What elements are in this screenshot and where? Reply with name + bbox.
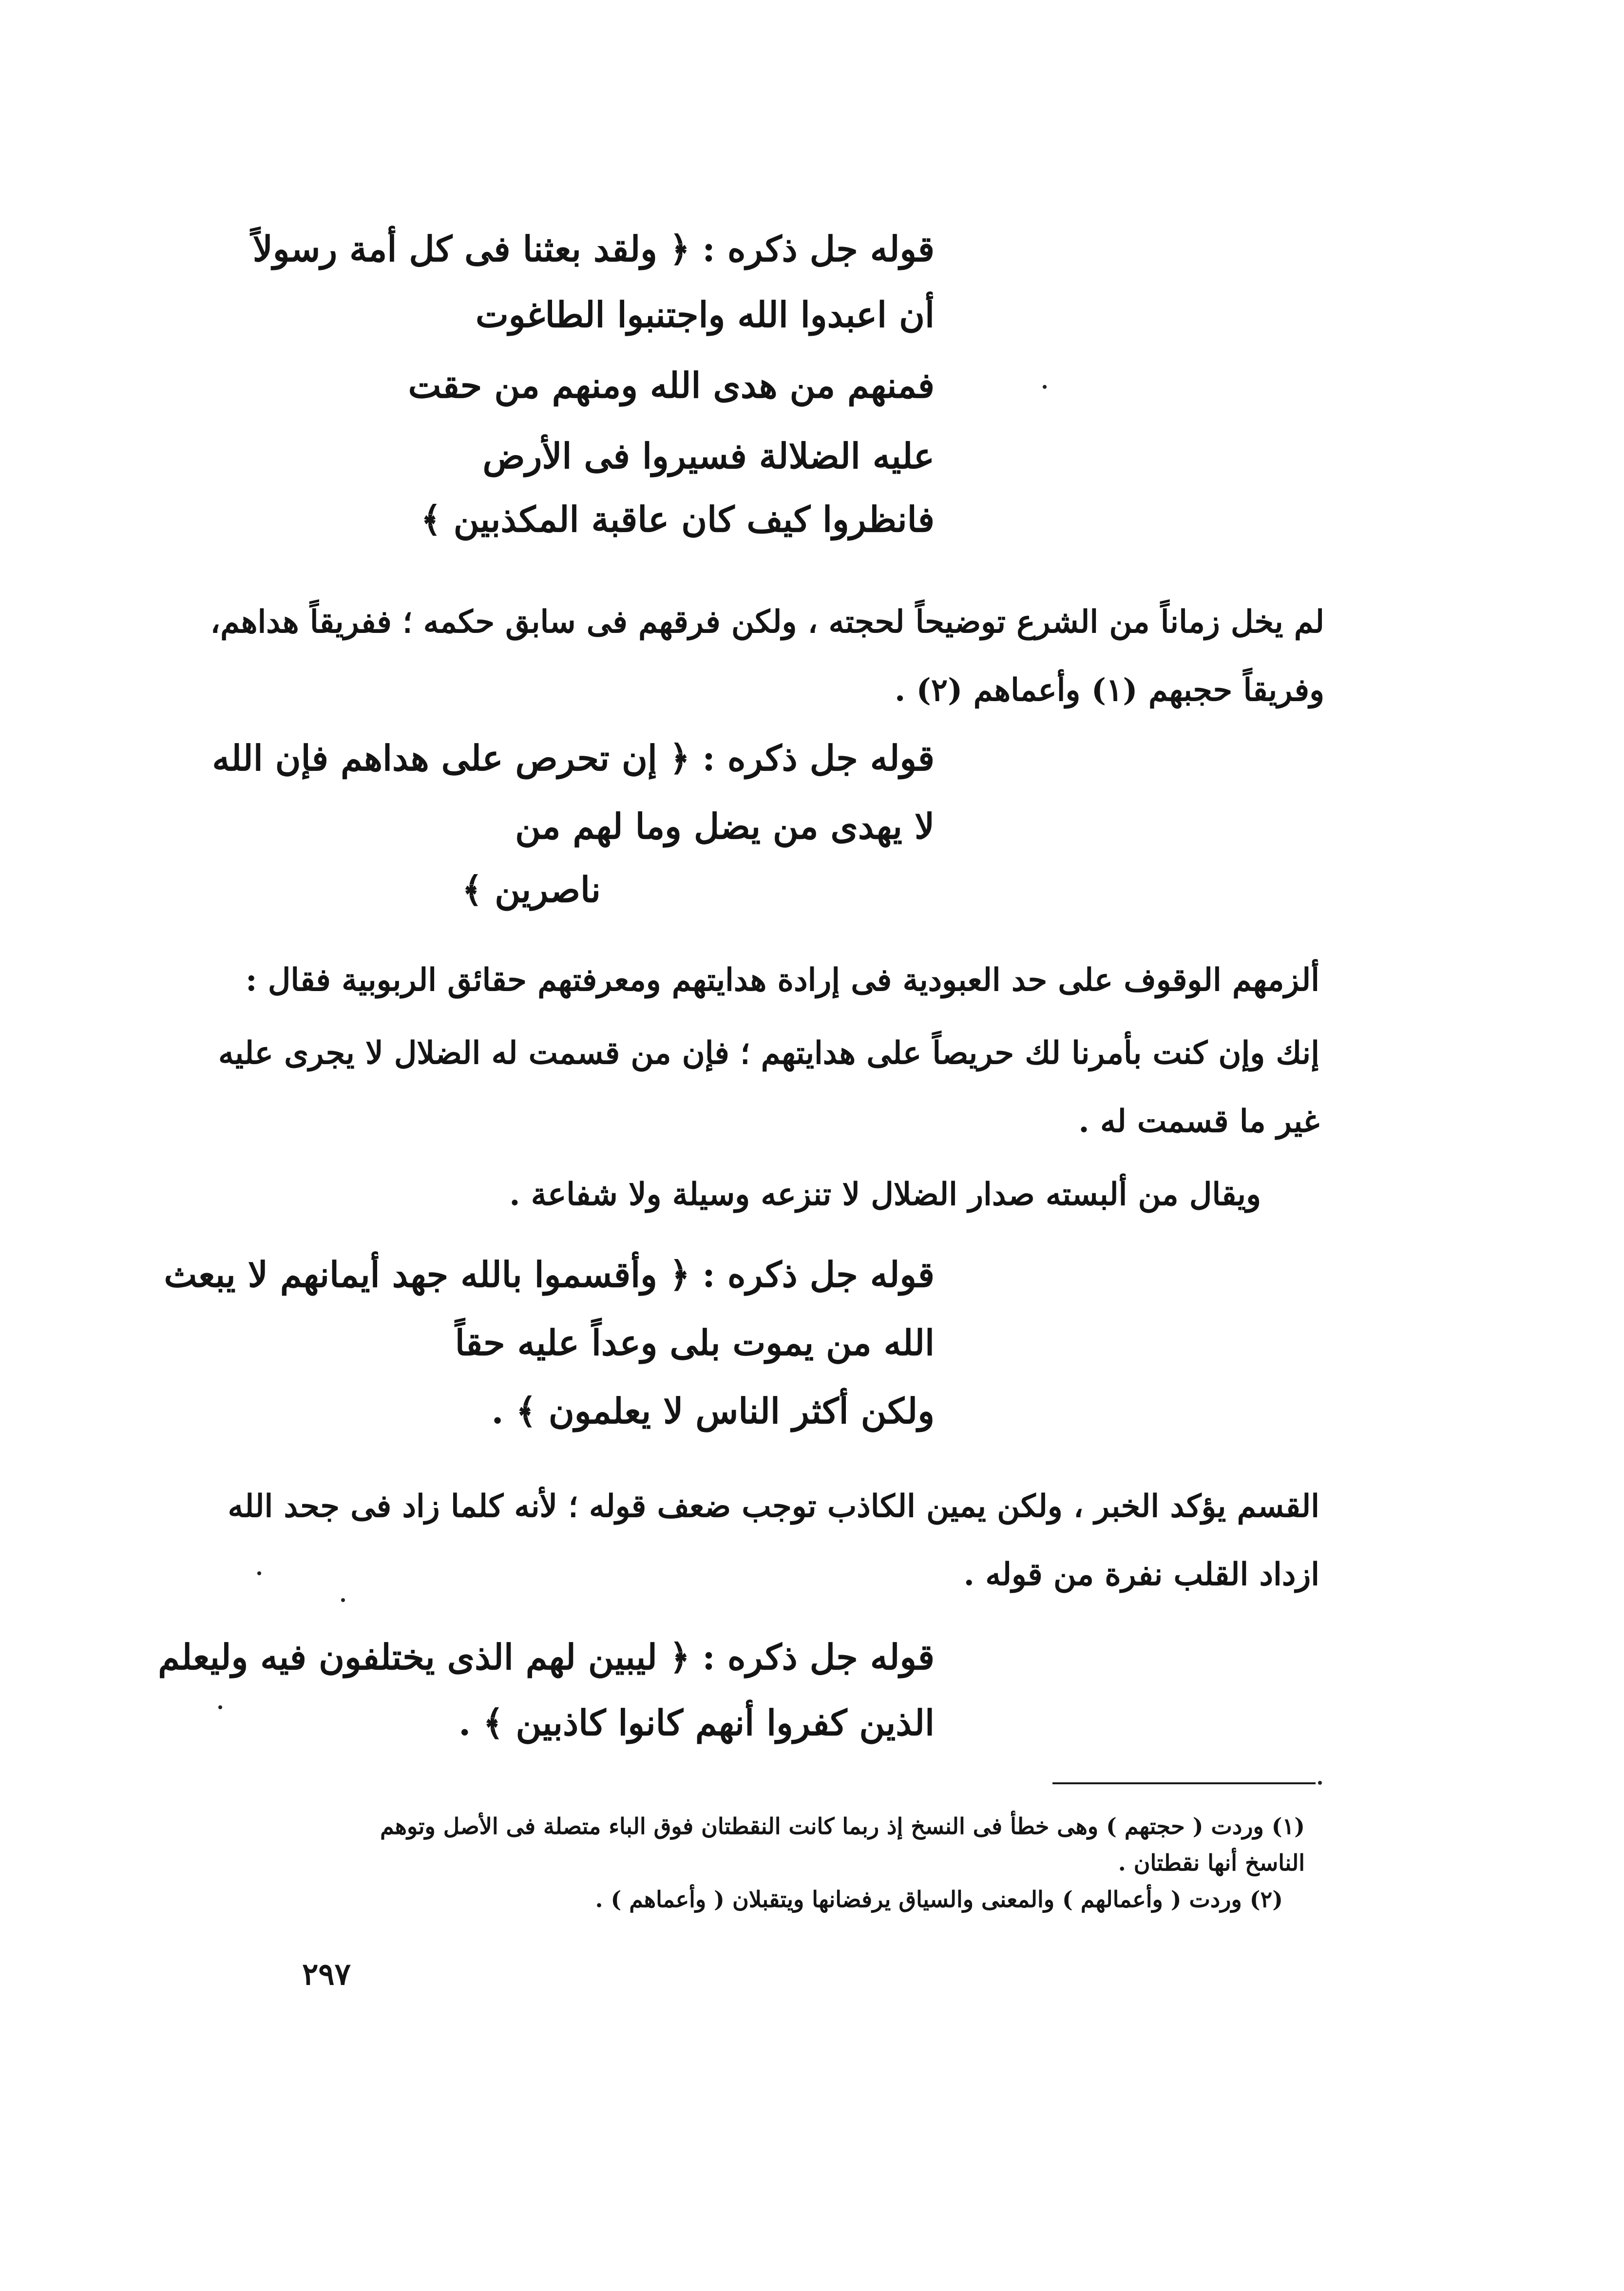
verse-line: قوله جل ذكره : ﴿ ولقد بعثنا فى كل أمة رسولاً <box>252 228 935 269</box>
scan-speck <box>218 1705 222 1709</box>
page-number: ٢٩٧ <box>302 1956 351 1992</box>
commentary-line: ويقال من ألبسته صدار الضلال لا تنزعه وسيلة ولا شفاعة . <box>509 1176 1261 1213</box>
commentary-line: لم يخل زماناً من الشرع توضيحاً لحجته ، ولكن فرقهم فى سابق حكمه ؛ ففريقاً هداهم، <box>210 604 1324 640</box>
commentary-line: وفريقاً حجبهم (١) وأعماهم (٢) . <box>894 672 1324 708</box>
footnote-line: (١) وردت ( حجتهم ) وهى خطأ فى النسخ إذ ربما كانت النقطتان فوق الباء متصلة فى الأصل وتوهم <box>380 1813 1305 1839</box>
verse-line: لا يهدى من يضل وما لهم من <box>515 805 935 847</box>
footnote-rule <box>1052 1782 1316 1784</box>
verse-line: الذين كفروا أنهم كانوا كاذبين ﴾ . <box>459 1702 935 1743</box>
verse-line: ناصرين ﴾ <box>462 869 601 910</box>
scan-speck <box>1318 1781 1322 1785</box>
verse-line: الله من يموت بلى وعداً عليه حقاً <box>455 1322 935 1363</box>
verse-line: قوله جل ذكره : ﴿ إن تحرص على هداهم فإن الله <box>212 737 935 779</box>
verse-line: عليه الضلالة فسيروا فى الأرض <box>482 435 935 477</box>
commentary-line: ألزمهم الوقوف على حد العبودية فى إرادة هدايتهم ومعرفتهم حقائق الربوبية فقال : <box>246 962 1319 998</box>
footnote-line: الناسخ أنها نقطتان . <box>1118 1850 1305 1876</box>
verse-line: أن اعبدوا الله واجتنبوا الطاغوت <box>475 294 935 335</box>
verse-line: قوله جل ذكره : ﴿ ليبين لهم الذى يختلفون فيه وليعلم <box>158 1636 935 1678</box>
verse-line: فانظروا كيف كان عاقبة المكذبين ﴾ <box>420 498 935 540</box>
scan-speck <box>257 1571 261 1575</box>
commentary-line: القسم يؤكد الخبر ، ولكن يمين الكاذب توجب ضعف قوله ؛ لأنه كلما زاد فى جحد الله <box>228 1488 1319 1525</box>
scan-speck <box>1043 385 1047 389</box>
scan-speck <box>341 1598 345 1602</box>
footnote-line: (٢) وردت ( وأعمالهم ) والمعنى والسياق يرفضانها ويتقبلان ( وأعماهم ) . <box>595 1886 1283 1912</box>
commentary-line: غير ما قسمت له . <box>1078 1103 1319 1140</box>
commentary-line: إنك وإن كنت بأمرنا لك حريصاً على هدايتهم ؛ فإن من قسمت له الضلال لا يجرى عليه <box>218 1035 1319 1071</box>
verse-line: قوله جل ذكره : ﴿ وأقسموا بالله جهد أيمانهم لا يبعث <box>164 1254 935 1295</box>
commentary-line: ازداد القلب نفرة من قوله . <box>963 1556 1319 1593</box>
verse-line: ولكن أكثر الناس لا يعلمون ﴾ . <box>491 1390 935 1432</box>
verse-line: فمنهم من هدى الله ومنهم من حقت <box>408 364 935 406</box>
